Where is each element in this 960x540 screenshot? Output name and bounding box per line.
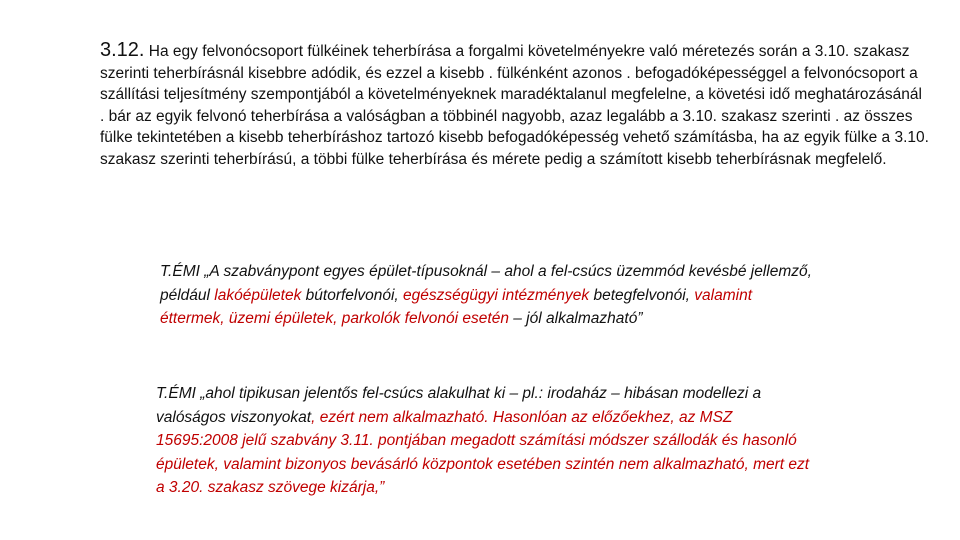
quote1-part1: T.ÉMI „A szabványpont egyes épület-típusoknál – ahol a fel-csúcs üzemmód kevésbé jellemző, például xyxy=(160,263,812,304)
section-3-12-paragraph xyxy=(100,40,930,170)
section-number: 3.12. xyxy=(100,39,145,61)
temi-quote-1 xyxy=(160,260,820,331)
quote1-part3: betegfelvonói, xyxy=(589,286,695,304)
quote2-highlight-not-applicable: , ezért nem alkalmazható. Hasonlóan az előzőekhez, az MSZ 15695:2008 jelű szabvány 3.11. pontjában megadott számítási módszer szállodák és hasonló épületek, valamint bizonyos bevásárló központok esetében szintén nem alkalmazható, mert ezt a 3.20. szakasz szövege kizárja,” xyxy=(156,408,810,496)
temi-quote-2 xyxy=(156,382,816,500)
quote1-highlight-restaurants: valamint éttermek, üzemi épületek, parkolók felvonói esetén xyxy=(160,286,752,327)
quote1-highlight-healthcare: egészségügyi intézmények xyxy=(403,286,590,304)
quote2-part1: T.ÉMI „ahol tipikusan jelentős fel-csúcs alakulhat ki – pl.: irodaház – hibásan modellezi a valóságos viszonyokat xyxy=(156,385,762,426)
section-text: Ha egy felvonócsoport fülkéinek teherbírása a forgalmi követelményekre való méretezés során a 3.10. szakasz szerinti teherbírásnál kisebbre adódik, és ezzel a kisebb . fülkénként azonos . befogadóképességgel a felvonócsoport a szállítási teljesítmény szempontjából a követelményeknek maradéktalanul megfelelne, a követési idő meghatározásánál . bár az egyik felvonó teherbírása a valóságban a többinél nagyobb, azaz legalább a 3.10. szakasz szerinti . az összes fülke tekintetében a kisebb teherbíráshoz tartozó kisebb befogadóképesség vehető számításba, ha az egyik fülke a 3.10. szakasz szerinti teherbírású, a többi fülke teherbírása és mérete pedig a számított kisebb teherbírásnak megfelelő. xyxy=(100,43,929,168)
quote1-part2: bútorfelvonói, xyxy=(301,286,404,304)
quote1-part4: – jól alkalmazható” xyxy=(508,310,643,327)
quote1-highlight-residential: lakóépületek xyxy=(214,286,302,304)
